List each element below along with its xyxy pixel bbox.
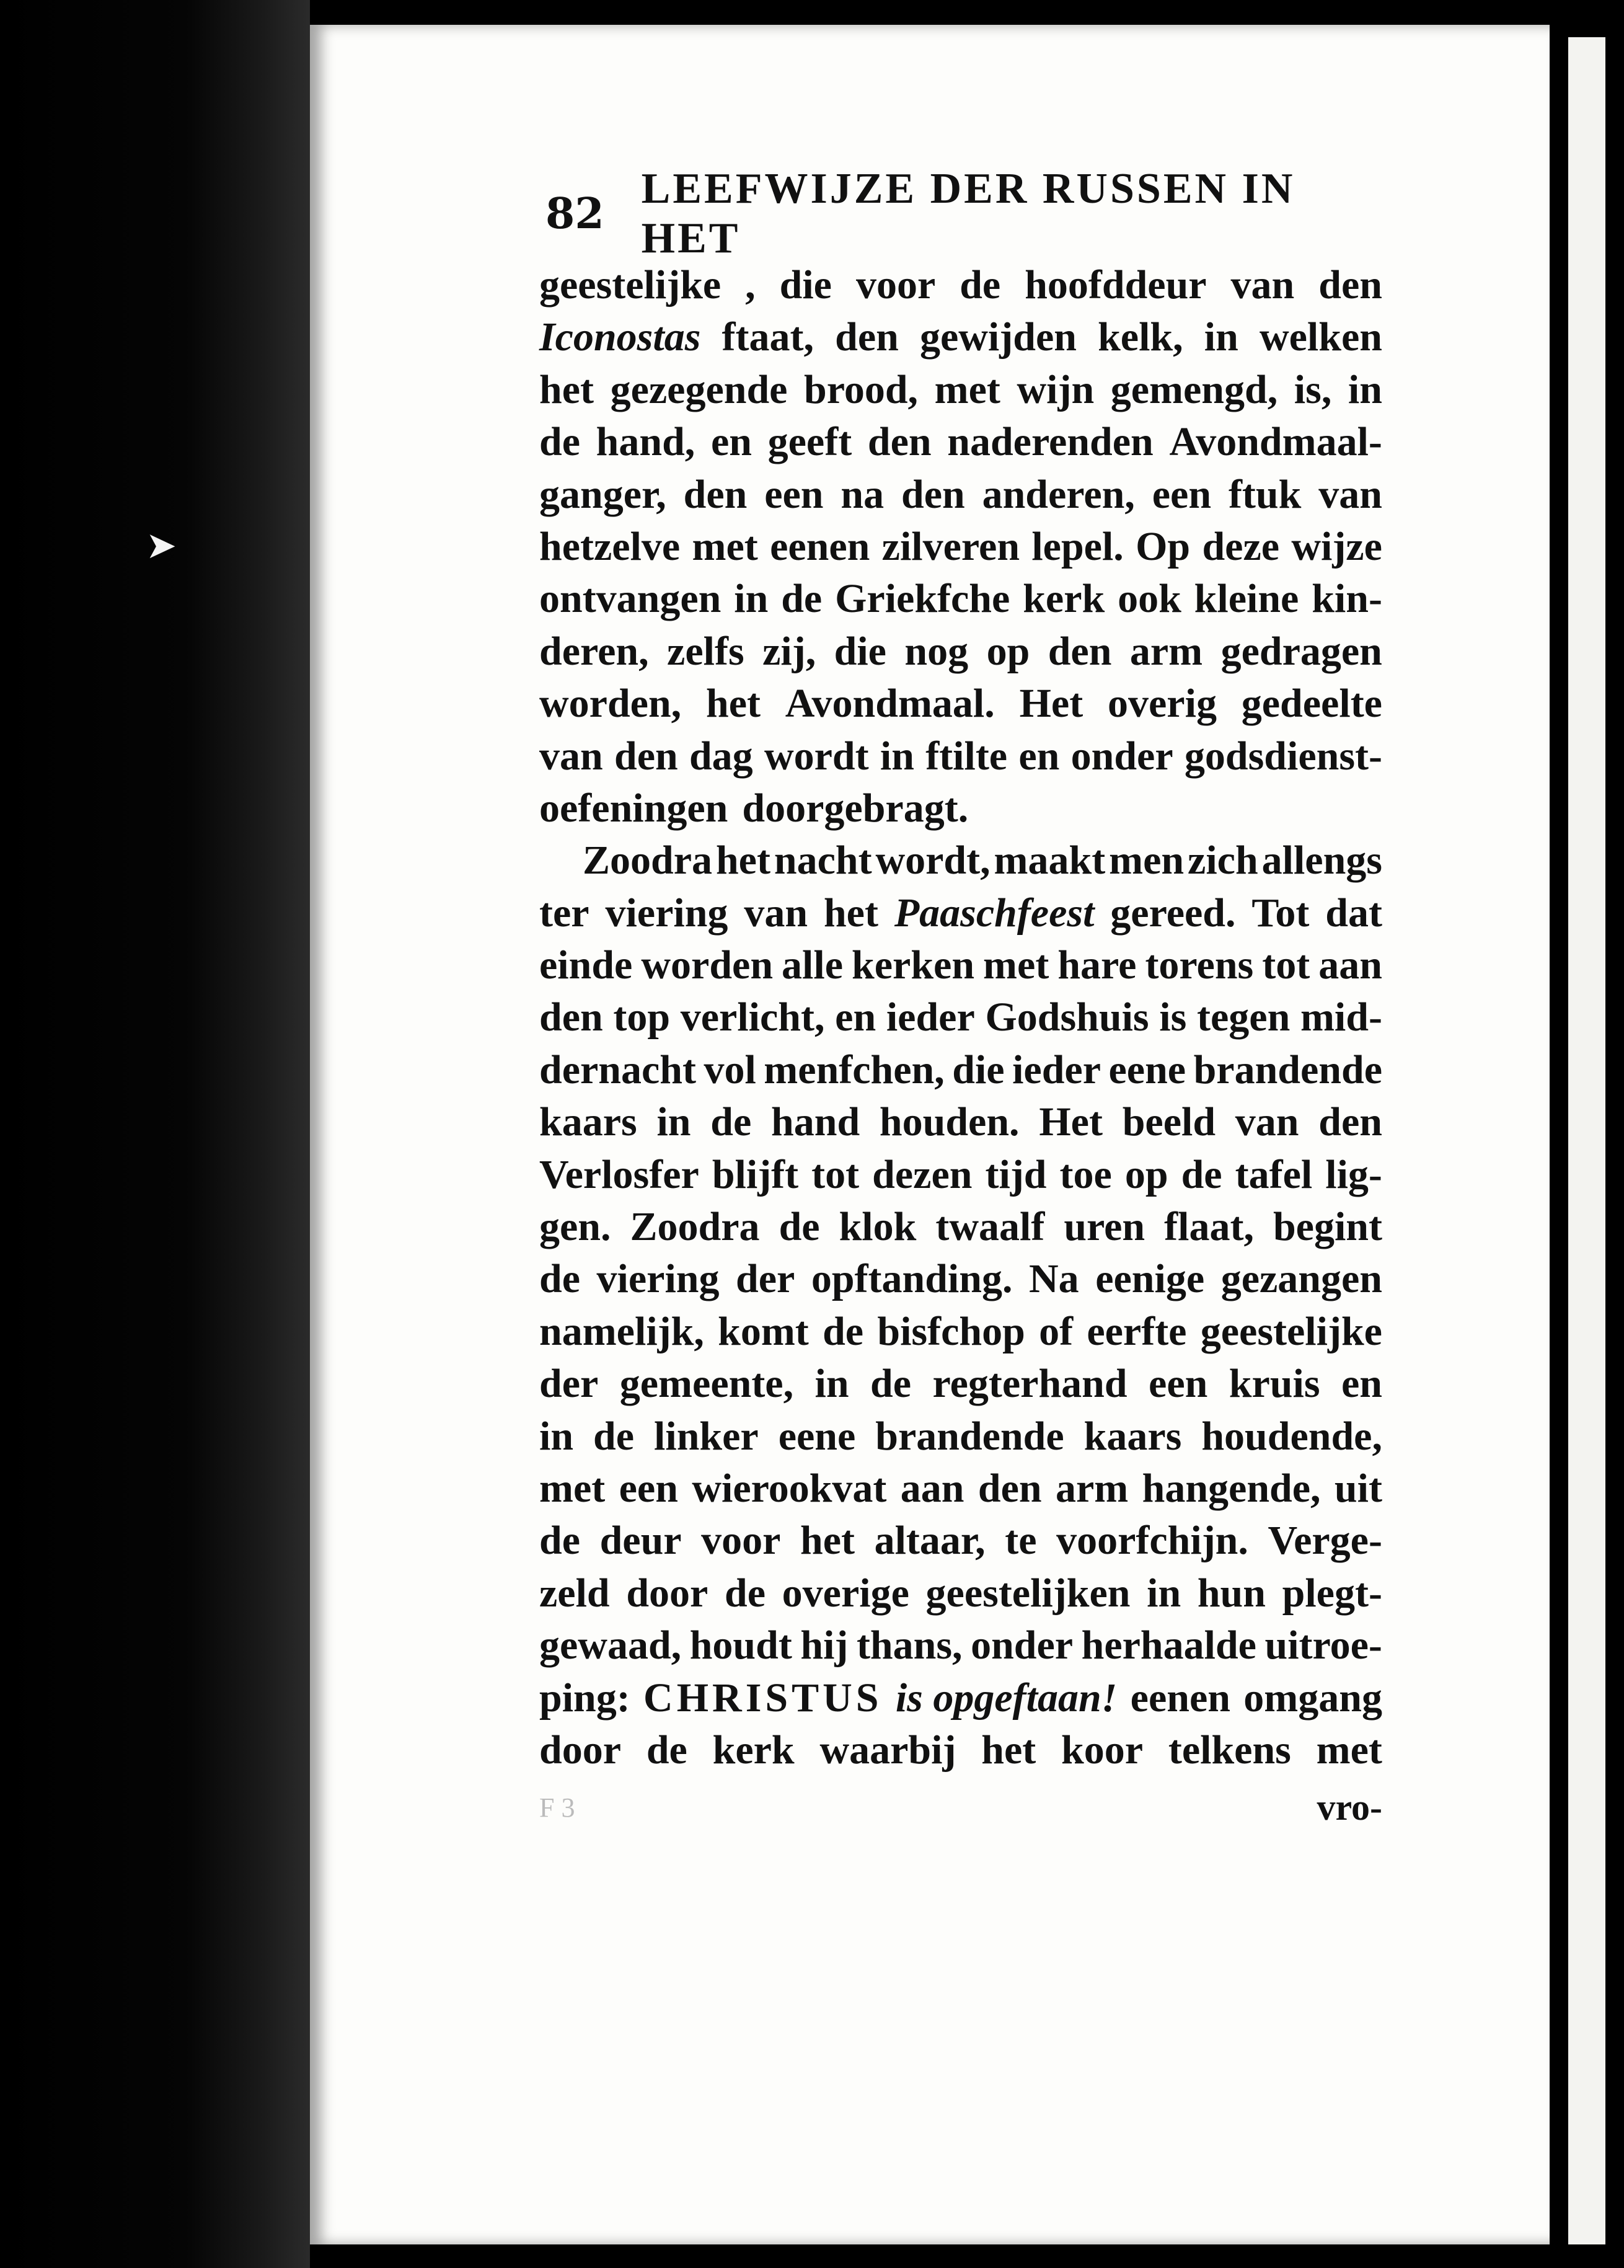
word: in: [814, 1361, 849, 1407]
text-line: [539, 1358, 1382, 1410]
word: alle: [782, 942, 844, 988]
word: hoofddeur: [1025, 262, 1207, 308]
text-line: [539, 1149, 1382, 1201]
word: Het: [1039, 1099, 1103, 1145]
word: Verge-: [1268, 1518, 1382, 1564]
text-line: [539, 259, 1382, 311]
text-line: [539, 1515, 1382, 1567]
body-text: [539, 259, 1382, 1776]
word: torens: [1145, 942, 1254, 988]
word: eerfte: [1087, 1308, 1187, 1354]
word: opftanding.: [811, 1256, 1013, 1302]
word: de: [1181, 1151, 1222, 1197]
text-line: [539, 1253, 1382, 1305]
running-title: LEEFWIJZE DER RUSSEN IN HET: [641, 165, 1295, 262]
word: te: [1005, 1518, 1037, 1564]
word: de: [646, 1727, 687, 1773]
word: de: [710, 1099, 752, 1145]
word: lig-: [1325, 1151, 1382, 1197]
word: gedragen: [1220, 628, 1382, 674]
text-line: [539, 1411, 1382, 1463]
word: ,: [745, 262, 756, 308]
word: Na: [1029, 1256, 1079, 1302]
word: van: [539, 733, 603, 779]
word: van: [1230, 262, 1295, 308]
next-page-edge: [1568, 37, 1605, 2244]
word: met: [692, 523, 758, 569]
word: lepel.: [1031, 523, 1124, 569]
word: geestelijken: [925, 1570, 1131, 1616]
word: ganger,: [539, 471, 666, 517]
word: gen.: [539, 1204, 611, 1250]
word: blijft: [712, 1151, 799, 1197]
word: deren,: [539, 628, 649, 674]
word: welken: [1259, 314, 1382, 360]
word: dezen: [872, 1151, 973, 1197]
word: ftilte: [925, 733, 1008, 779]
word: waarbij: [819, 1727, 956, 1773]
word: na: [841, 471, 885, 517]
word: overig: [1108, 681, 1217, 727]
word: den: [1318, 262, 1382, 308]
word: zij,: [762, 628, 816, 674]
word: het: [539, 366, 594, 412]
word: het: [715, 838, 770, 884]
word: in: [734, 576, 769, 622]
word: een: [764, 471, 824, 517]
word: wordt,: [875, 838, 991, 884]
word: in: [656, 1099, 691, 1145]
word: menfchen,: [764, 1047, 945, 1092]
word: den: [683, 471, 748, 517]
word: Avondmaal-: [1169, 419, 1382, 465]
word: Zoodra: [630, 1204, 760, 1250]
word: houdt: [689, 1623, 792, 1668]
word: linker: [654, 1413, 759, 1459]
word: voor: [701, 1518, 781, 1564]
word: kruis: [1229, 1361, 1320, 1407]
word: der: [736, 1256, 795, 1302]
word: door: [626, 1570, 708, 1616]
word: door: [539, 1727, 621, 1773]
word: van: [1235, 1099, 1299, 1145]
word: oefeningen: [539, 785, 728, 831]
word: flaat,: [1164, 1204, 1254, 1250]
word: kaars: [539, 1099, 637, 1145]
word: hand: [771, 1099, 860, 1145]
word: ieder: [1012, 1047, 1101, 1092]
signature-mark: F 3: [539, 1792, 575, 1823]
word: kerk: [1023, 576, 1105, 622]
word: ftaat,: [722, 314, 814, 360]
word: die: [779, 262, 832, 308]
word: Iconostas: [539, 314, 701, 360]
word: de: [960, 262, 1001, 308]
page-number: 82: [545, 189, 604, 239]
word: viering: [596, 1256, 720, 1302]
word: de: [539, 1256, 580, 1302]
word: beeld: [1122, 1099, 1216, 1145]
word: namelijk,: [539, 1308, 704, 1354]
word: regterhand: [932, 1361, 1128, 1407]
word: op: [1124, 1151, 1168, 1197]
word: allengs: [1261, 838, 1382, 884]
word: tot: [811, 1151, 860, 1197]
word: nacht: [774, 838, 872, 884]
page-footer: [539, 1779, 1382, 1835]
word: worden: [641, 942, 774, 988]
word: het: [705, 681, 761, 727]
word: kerk: [712, 1727, 795, 1773]
word: hand,: [596, 419, 695, 465]
word: gereed.: [1110, 890, 1236, 936]
word: brandende: [1193, 1047, 1382, 1092]
word: gedeelte: [1241, 681, 1382, 727]
word: de: [779, 1204, 820, 1250]
word: kerken: [852, 942, 975, 988]
word: is,: [1294, 366, 1332, 412]
text-line: [539, 1672, 1382, 1724]
text-line: [539, 1567, 1382, 1619]
word: een: [619, 1465, 678, 1511]
word: einde: [539, 942, 633, 988]
word: wierookvat: [692, 1465, 887, 1511]
word: en: [710, 419, 752, 465]
word: deze: [1202, 523, 1280, 569]
word: nog: [904, 628, 969, 674]
word: kin-: [1312, 576, 1382, 622]
word: godsdienst-: [1184, 733, 1382, 779]
word: arm: [1129, 628, 1203, 674]
word: geestelijke: [1200, 1308, 1382, 1354]
word: den: [614, 733, 678, 779]
word: altaar,: [874, 1518, 986, 1564]
text-line: [539, 311, 1382, 363]
word: plegt-: [1282, 1570, 1382, 1616]
word: CHRISTUS: [643, 1675, 883, 1721]
word: toe: [1059, 1151, 1112, 1197]
word: gemeente,: [619, 1361, 794, 1407]
word: van: [1318, 471, 1382, 517]
word: geestelijke: [539, 262, 722, 308]
bookmark-arrow-icon: ➤: [146, 524, 177, 567]
book-gutter-shadow: [0, 0, 310, 2268]
word: in: [880, 733, 914, 779]
word: met: [539, 1465, 606, 1511]
word: deur: [599, 1518, 682, 1564]
word: brandende: [875, 1413, 1064, 1459]
word: in: [1204, 314, 1238, 360]
word: twaalf: [935, 1204, 1045, 1250]
word: de: [593, 1413, 635, 1459]
word: den: [835, 314, 899, 360]
word: de: [781, 576, 823, 622]
word: thans,: [856, 1623, 963, 1668]
word: Tot: [1251, 890, 1310, 936]
word: gezegende: [610, 366, 788, 412]
text-line: [539, 991, 1382, 1043]
text-line: [539, 1201, 1382, 1253]
word: eenige: [1095, 1256, 1205, 1302]
word: dat: [1325, 890, 1382, 936]
word: Godshuis: [985, 994, 1149, 1040]
word: bisfchop: [877, 1308, 1025, 1354]
word: de: [539, 419, 580, 465]
word: dag: [689, 733, 753, 779]
word: den: [539, 994, 603, 1040]
word: Paaschfeest: [894, 890, 1095, 936]
word: zeld: [539, 1570, 610, 1616]
text-line: [539, 1306, 1382, 1358]
word: maakt: [994, 838, 1106, 884]
word: viering: [605, 890, 728, 936]
word: het: [981, 1727, 1036, 1773]
word: houdende,: [1201, 1413, 1382, 1459]
word: in: [1348, 366, 1382, 412]
word: de: [724, 1570, 766, 1616]
word: met: [934, 366, 1000, 412]
word: of: [1039, 1308, 1074, 1354]
text-line: [539, 364, 1382, 416]
word: en: [1018, 733, 1060, 779]
text-line: [539, 939, 1382, 991]
word: het: [823, 890, 878, 936]
word: anderen,: [982, 471, 1135, 517]
word: wijn: [1017, 366, 1095, 412]
text-line: [539, 1619, 1382, 1672]
word: omgang: [1243, 1675, 1382, 1721]
word: aan: [900, 1465, 964, 1511]
word: komt: [718, 1308, 809, 1354]
word: eene: [1108, 1047, 1186, 1092]
word: den: [977, 1465, 1042, 1511]
word: arm: [1055, 1465, 1129, 1511]
word: Verlosfer: [539, 1151, 699, 1197]
word: een: [1152, 471, 1212, 517]
text-line: [539, 1724, 1382, 1776]
text-line: [539, 835, 1382, 887]
word: begint: [1273, 1204, 1382, 1250]
word: onder: [971, 1623, 1074, 1668]
word: ftuk: [1228, 471, 1302, 517]
word: hun: [1197, 1570, 1266, 1616]
word: uren: [1064, 1204, 1145, 1250]
word: den: [867, 419, 932, 465]
text-line: [539, 521, 1382, 573]
text-line: [539, 573, 1382, 625]
word: brood,: [804, 366, 919, 412]
word: zilveren: [881, 523, 1020, 569]
word: mid-: [1300, 994, 1382, 1040]
word: den: [1048, 628, 1112, 674]
word: den: [901, 471, 965, 517]
word: Zoodra: [583, 838, 713, 884]
word: het: [800, 1518, 855, 1564]
word: ping:: [539, 1675, 630, 1721]
word: ook: [1118, 576, 1181, 622]
word: Op: [1136, 523, 1191, 569]
word: onder: [1070, 733, 1173, 779]
word: der: [539, 1361, 599, 1407]
word: en: [835, 994, 876, 1040]
page-header: [545, 165, 1376, 262]
word: overige: [782, 1570, 909, 1616]
word: voor: [855, 262, 936, 308]
word: is: [1159, 994, 1187, 1040]
word: uit: [1334, 1465, 1382, 1511]
word: Griekfche: [835, 576, 1010, 622]
word: met: [1316, 1727, 1382, 1773]
word: men: [1109, 838, 1185, 884]
catchword: vro-: [1317, 1786, 1382, 1828]
word: die: [952, 1047, 1005, 1092]
word: vol: [704, 1047, 756, 1092]
word: verlicht,: [680, 994, 825, 1040]
word: herhaalde: [1081, 1623, 1256, 1668]
word: eenen: [770, 523, 870, 569]
word: in: [1147, 1570, 1181, 1616]
word: de: [870, 1361, 912, 1407]
word: Avondmaal.: [785, 681, 995, 727]
word: tegen: [1197, 994, 1291, 1040]
word: voorfchijn.: [1056, 1518, 1248, 1564]
word: eenen: [1130, 1675, 1230, 1721]
word: naderenden: [947, 419, 1154, 465]
word: hare: [1057, 942, 1137, 988]
text-line: [539, 416, 1382, 468]
word: top: [613, 994, 671, 1040]
word: tafel: [1235, 1151, 1313, 1197]
word: ter: [539, 890, 589, 936]
word: tijd: [985, 1151, 1047, 1197]
text-line: [539, 887, 1382, 939]
word: hij: [800, 1623, 849, 1668]
word: hetzelve: [539, 523, 681, 569]
word: op: [986, 628, 1030, 674]
word: dernacht: [539, 1047, 696, 1092]
word: ontvangen: [539, 576, 722, 622]
text-line: [539, 626, 1382, 678]
word: tot: [1262, 942, 1310, 988]
text-line: [539, 782, 1382, 835]
word: geeft: [767, 419, 852, 465]
word: doorgebragt.: [742, 785, 969, 831]
word: worden,: [539, 681, 682, 727]
word: houden.: [879, 1099, 1020, 1145]
text-line: [539, 469, 1382, 521]
word: wijze: [1291, 523, 1382, 569]
word: zich: [1188, 838, 1258, 884]
word: den: [1318, 1099, 1382, 1145]
word: eene: [778, 1413, 856, 1459]
word: koor: [1061, 1727, 1144, 1773]
word: de: [539, 1518, 580, 1564]
word: wordt: [764, 733, 869, 779]
word: de: [823, 1308, 864, 1354]
word: ieder: [886, 994, 975, 1040]
word: kelk,: [1098, 314, 1183, 360]
word: die: [834, 628, 886, 674]
word: gezangen: [1220, 1256, 1382, 1302]
word: zelfs: [667, 628, 744, 674]
word: uitroe-: [1264, 1623, 1382, 1668]
text-line: [539, 1044, 1382, 1096]
text-line: [539, 678, 1382, 730]
word: met: [983, 942, 1049, 988]
text-line: [539, 1463, 1382, 1515]
word: klok: [839, 1204, 917, 1250]
word: kaars: [1083, 1413, 1182, 1459]
text-line: [539, 1096, 1382, 1148]
word: telkens: [1168, 1727, 1291, 1773]
word: een: [1149, 1361, 1208, 1407]
word: aan: [1318, 942, 1382, 988]
word: en: [1341, 1361, 1382, 1407]
word: gemengd,: [1110, 366, 1278, 412]
word: van: [744, 890, 808, 936]
word: Het: [1019, 681, 1083, 727]
word: in: [539, 1413, 574, 1459]
word: kleine: [1194, 576, 1299, 622]
text-line: [539, 730, 1382, 782]
word: gewaad,: [539, 1623, 682, 1668]
word: is opgeftaan!: [895, 1675, 1118, 1721]
word: hangende,: [1142, 1465, 1321, 1511]
word: gewijden: [919, 314, 1077, 360]
